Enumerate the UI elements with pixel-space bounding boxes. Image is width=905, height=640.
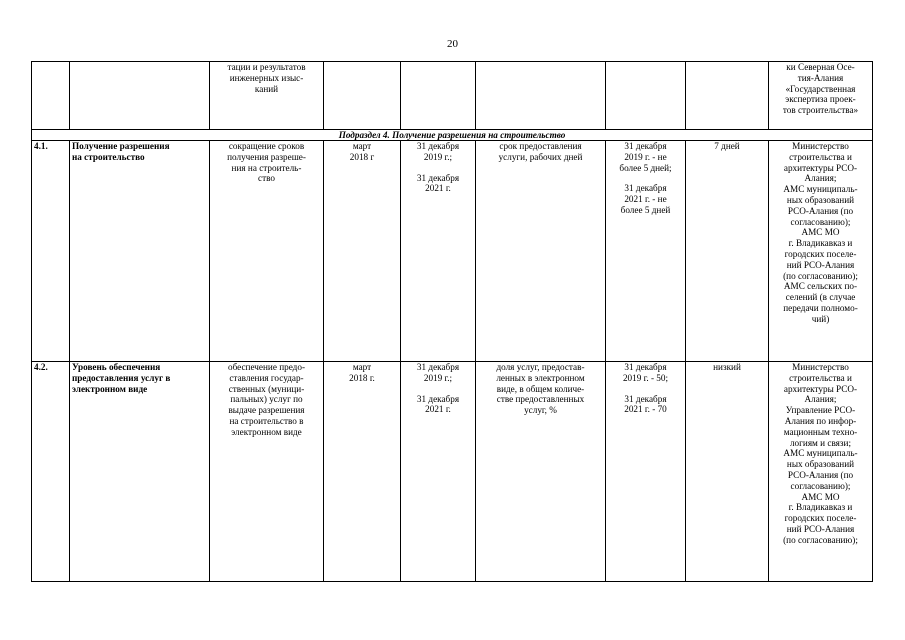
page-number: 20 — [447, 38, 458, 50]
row-start-date: март 2018 г — [324, 141, 401, 362]
table-row — [32, 362, 873, 582]
row-targets — [606, 362, 686, 582]
row-indicator: срок предоставления услуги, рабочих дней — [476, 141, 606, 362]
row-number: 4.1. — [32, 141, 70, 362]
continuation-indicator-cell — [476, 62, 606, 130]
continuation-current-cell — [686, 62, 769, 130]
row-description: сокращение сроков получения разреше- ния на строитель- ство — [210, 141, 324, 362]
row-indicator: доля услуг, предостав- ленных в электронном виде, в общем количе- стве предоставленных услуг, % — [476, 362, 606, 582]
row-end-dates — [401, 362, 476, 582]
row-target-1: 31 декабря 2019 г. - 50; — [622, 362, 669, 383]
continuation-responsible-cell: ки Северная Осе- тия-Алания «Государственная экспертиза проек- тов строительства» — [769, 62, 873, 130]
row-end-date-2: 31 декабря 2021 г. — [416, 393, 460, 415]
continuation-target-cell — [606, 62, 686, 130]
row-end-date-1: 31 декабря 2019 г.; — [416, 362, 460, 383]
continuation-name-cell — [70, 62, 210, 130]
table-row — [32, 141, 873, 362]
row-responsible: Министерство строительства и архитектуры РСО- Алания; АМС муниципаль- ных образований РСО-Алания (по согласованию); АМС МО г. Владикавказ и городских поселе- ний РСО-Алания (по согласованию); АМС сельских по- селений (в случае передачи полномо- чий) — [769, 141, 873, 362]
continuation-end-cell — [401, 62, 476, 130]
subsection-title: Подраздел 4. Получение разрешения на строительство — [32, 130, 873, 141]
row-current-value: низкий — [686, 362, 769, 582]
continuation-description-cell: тации и результатов инженерных изыс- каний — [210, 62, 324, 130]
row-end-date-1: 31 декабря 2019 г.; — [416, 141, 460, 162]
row-current-value: 7 дней — [686, 141, 769, 362]
row-description: обеспечение предо- ставления государ- ственных (муници- пальных) услуг по выдаче разрешения на строительство в электронном виде — [210, 362, 324, 582]
row-target-2: 31 декабря 2021 г. - не более 5 дней — [620, 183, 671, 215]
row-responsible: Министерство строительства и архитектуры РСО- Алания; Управление РСО- Алания по инфор- мационным техно- логиям и связи; АМС муниципаль- ных образований РСО-Алания (по согласованию); АМС МО г. Владикавказ и городских поселе- ний РСО-Алания (по согласованию); — [769, 362, 873, 582]
continuation-row — [32, 62, 873, 130]
row-end-dates — [401, 141, 476, 362]
row-name: Получение разрешения на строительство — [70, 141, 210, 362]
row-name: Уровень обеспечения предоставления услуг в электронном виде — [70, 362, 210, 582]
continuation-start-cell — [324, 62, 401, 130]
row-target-2: 31 декабря 2021 г. - 70 — [624, 393, 667, 415]
row-end-date-2: 31 декабря 2021 г. — [416, 172, 460, 194]
row-targets — [606, 141, 686, 362]
continuation-number-cell — [32, 62, 70, 130]
row-start-date: март 2018 г. — [324, 362, 401, 582]
subsection-row — [32, 130, 873, 141]
row-target-1: 31 декабря 2019 г. - не более 5 дней; — [619, 141, 672, 173]
roadmap-table — [31, 61, 873, 582]
row-number: 4.2. — [32, 362, 70, 582]
